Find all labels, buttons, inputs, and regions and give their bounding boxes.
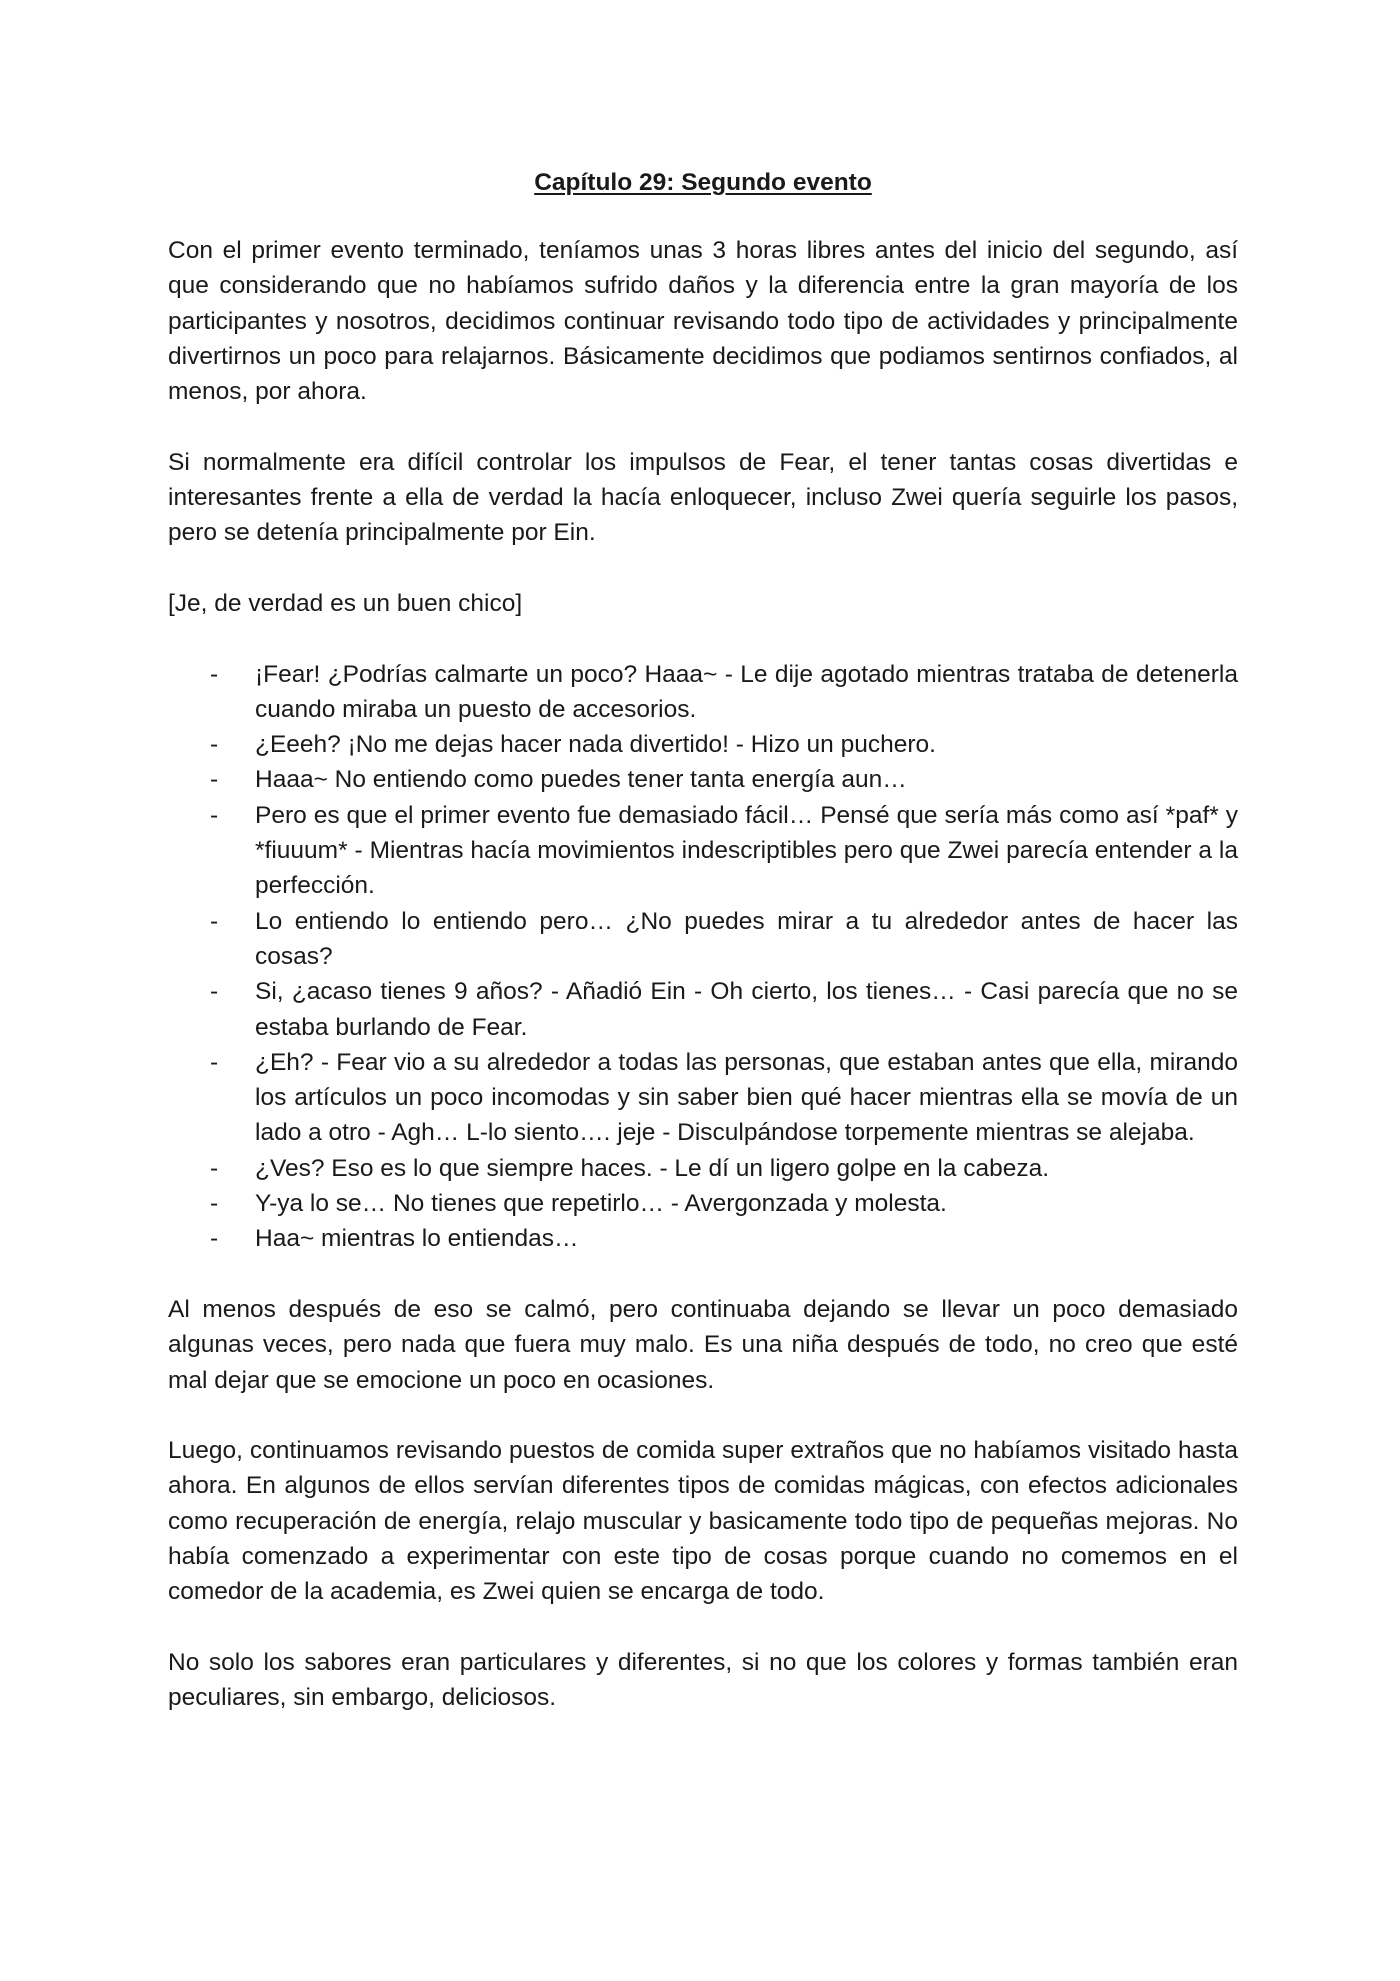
paragraph: Al menos después de eso se calmó, pero continuaba dejando se llevar un poco demasiado algunas veces, pero nada que fuera muy malo. Es una niña después de todo, no creo que esté mal dejar que se emocione un poco en ocasiones. bbox=[168, 1295, 1238, 1394]
dialogue-line bbox=[168, 798, 1238, 904]
dialogue-dash: - bbox=[210, 978, 219, 1006]
dialogue-line bbox=[168, 1186, 1238, 1221]
dialogue-text: Haa~ mientras lo entiendas… bbox=[255, 1225, 579, 1253]
dialogue-line bbox=[168, 762, 1238, 797]
dialogue-dash: - bbox=[210, 907, 219, 935]
dialogue-text: Si, ¿acaso tienes 9 años? - Añadió Ein - Oh cierto, los tienes… - Casi parecía que no se estaba burlando de Fear. bbox=[255, 978, 1238, 1041]
dialogue-dash: - bbox=[210, 731, 219, 759]
paragraph: No solo los sabores eran particulares y diferentes, si no que los colores y formas también eran peculiares, sin embargo, deliciosos. bbox=[168, 1648, 1238, 1712]
chapter-title: Capítulo 29: Segundo evento bbox=[534, 169, 872, 196]
dialogue-dash: - bbox=[210, 660, 219, 688]
dialogue-list bbox=[168, 657, 1238, 1257]
paragraph: Con el primer evento terminado, teníamos unas 3 horas libres antes del inicio del segundo, así que considerando que no habíamos sufrido daños y la diferencia entre la gran mayoría de los participantes y nosotros, decidimos continuar revisando todo tipo de actividades y principalmente divertirnos un poco para relajarnos. Básicamente decidimos que podiamos sentirnos confiados, al menos, por ahora. bbox=[168, 237, 1238, 406]
dialogue-text: Lo entiendo lo entiendo pero… ¿No puedes mirar a tu alrededor antes de hacer las cosas? bbox=[255, 907, 1238, 970]
dialogue-dash: - bbox=[210, 1154, 219, 1182]
dialogue-text: Pero es que el primer evento fue demasiado fácil… Pensé que sería más como así *paf* y *fiuuum* - Mientras hacía movimientos indescriptibles pero que Zwei parecía entender a la perfección. bbox=[255, 801, 1238, 900]
dialogue-text: ¿Eeeh? ¡No me dejas hacer nada divertido! - Hizo un puchero. bbox=[255, 731, 936, 759]
dialogue-text: ¿Ves? Eso es lo que siempre haces. - Le dí un ligero golpe en la cabeza. bbox=[255, 1154, 1050, 1182]
dialogue-dash: - bbox=[210, 766, 219, 794]
dialogue-dash: - bbox=[210, 801, 219, 829]
dialogue-line bbox=[168, 1221, 1238, 1256]
dialogue-line bbox=[168, 727, 1238, 762]
dialogue-line bbox=[168, 904, 1238, 975]
dialogue-text: ¡Fear! ¿Podrías calmarte un poco? Haaa~ - Le dije agotado mientras trataba de detenerla cuando miraba un puesto de accesorios. bbox=[255, 660, 1238, 723]
document-page bbox=[168, 165, 1238, 1751]
dialogue-text: ¿Eh? - Fear vio a su alrededor a todas las personas, que estaban antes que ella, mirando los artículos un poco incomodas y sin saber bien qué hacer mientras ella se movía de un lado a otro - Agh… L-lo siento…. jeje - Disculpándose torpemente mientras se alejaba. bbox=[255, 1048, 1238, 1147]
paragraph: [Je, de verdad es un buen chico] bbox=[168, 589, 523, 617]
dialogue-text: Y-ya lo se… No tienes que repetirlo… - Avergonzada y molesta. bbox=[255, 1190, 947, 1218]
dialogue-line bbox=[168, 657, 1238, 728]
paragraph: Si normalmente era difícil controlar los impulsos de Fear, el tener tantas cosas divertidas e interesantes frente a ella de verdad la hacía enloquecer, incluso Zwei quería seguirle los pasos, pero se detenía principalmente por Ein. bbox=[168, 448, 1238, 547]
dialogue-line bbox=[168, 1151, 1238, 1186]
dialogue-line bbox=[168, 974, 1238, 1045]
dialogue-dash: - bbox=[210, 1048, 219, 1076]
paragraph: Luego, continuamos revisando puestos de comida super extraños que no habíamos visitado hasta ahora. En algunos de ellos servían diferentes tipos de comidas mágicas, con efectos adicionales como recuperación de energía, relajo muscular y basicamente todo tipo de pequeñas mejoras. No había comenzado a experimentar con este tipo de cosas porque cuando no comemos en el comedor de la academia, es Zwei quien se encarga de todo. bbox=[168, 1437, 1238, 1606]
dialogue-dash: - bbox=[210, 1225, 219, 1253]
dialogue-text: Haaa~ No entiendo como puedes tener tanta energía aun… bbox=[255, 766, 907, 794]
dialogue-dash: - bbox=[210, 1190, 219, 1218]
dialogue-line bbox=[168, 1045, 1238, 1151]
